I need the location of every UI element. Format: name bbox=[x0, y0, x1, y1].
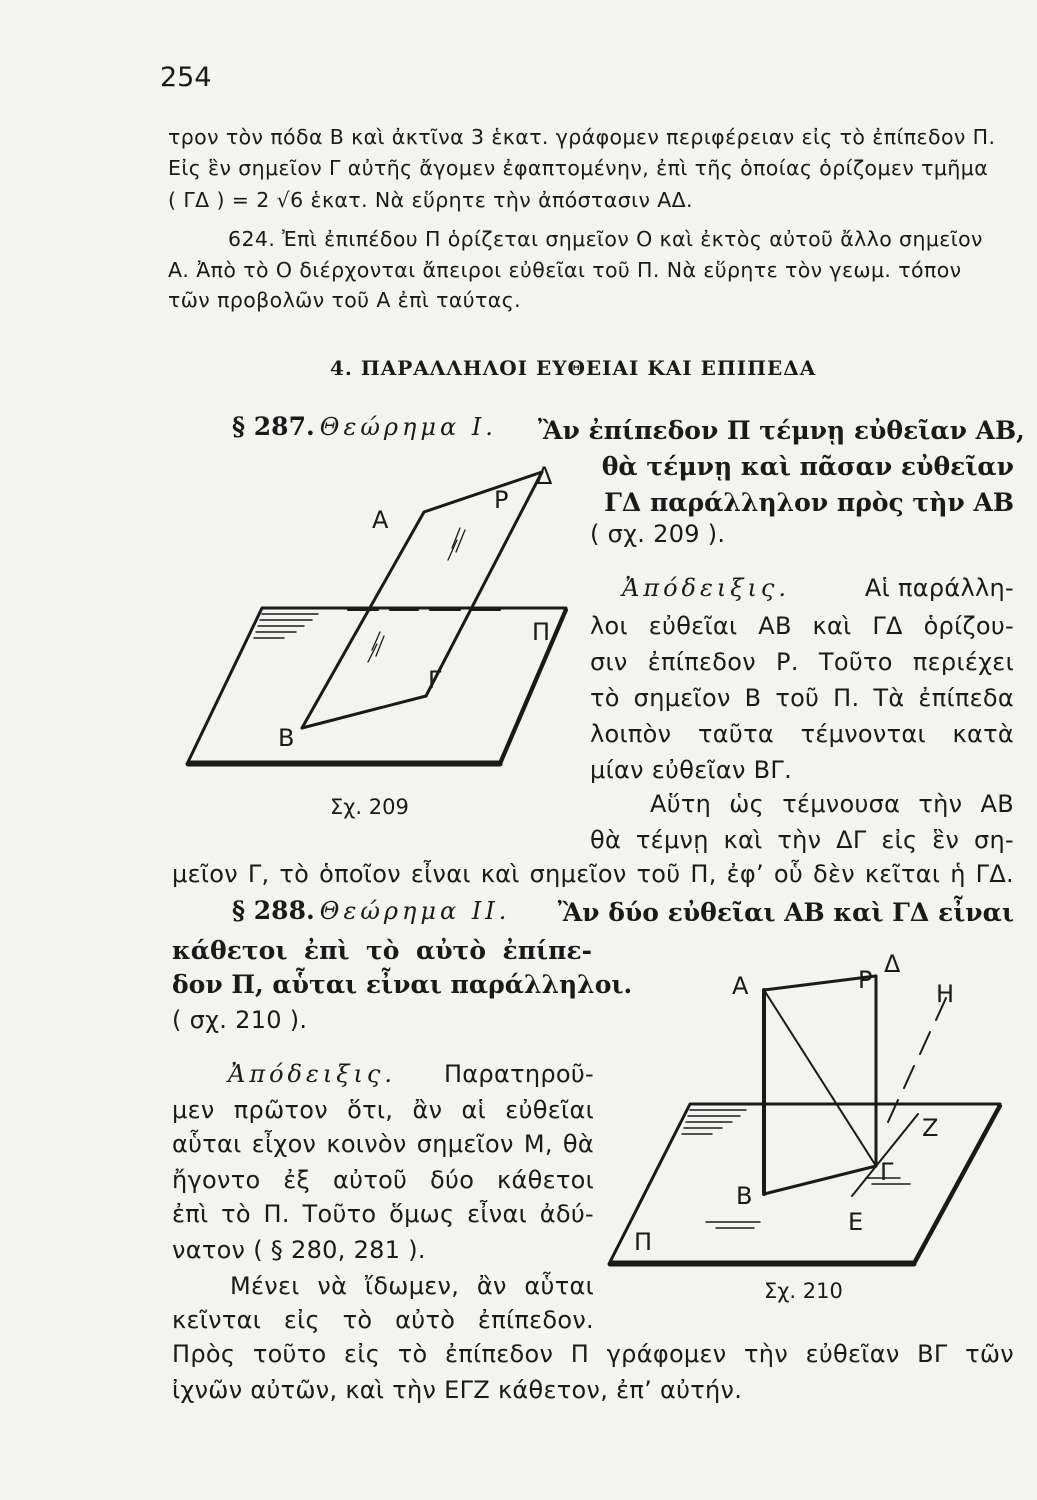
theorem-287-proof-line: μίαν εὐθεῖαν ΒΓ. bbox=[590, 756, 793, 784]
theorem-288-proof-line: Πρὸς τοῦτο εἰς τὸ ἐπίπεδον Π γράφομεν τὴν εὐθεῖαν ΒΓ τῶν bbox=[172, 1340, 1014, 1368]
theorem-287-ref: ( σχ. 209 ). bbox=[590, 520, 726, 548]
fig210-label-z: Ζ bbox=[922, 1114, 939, 1142]
theorem-287-proof-line: μεῖον Γ, τὸ ὁποῖον εἶναι καὶ σημεῖον τοῦ Π, ἐφ’ οὗ δὲν κεῖται ἡ ΓΔ. bbox=[172, 860, 1014, 888]
theorem-288-statement-1: Ἂν δύο εὐθεῖαι ΑΒ καὶ ΓΔ εἶναι bbox=[557, 898, 1014, 927]
theorem-288-proof-line: αὗται εἶχον κοινὸν σημεῖον Μ, θὰ bbox=[172, 1130, 594, 1158]
theorem-288-proof-line: κεῖνται εἰς τὸ αὐτὸ ἐπίπεδον. bbox=[172, 1306, 594, 1334]
theorem-288-proof-line: ἤγοντο ἐξ αὐτοῦ δύο κάθετοι bbox=[172, 1166, 594, 1194]
fig209-label-g: Γ bbox=[428, 666, 442, 694]
fig210-label-g: Γ bbox=[880, 1158, 894, 1186]
theorem-288-section: § 288. bbox=[232, 896, 315, 925]
theorem-288-proof-label: Ἀπόδειξις. bbox=[228, 1060, 396, 1088]
theorem-287-label: Θεώρημα I. bbox=[319, 413, 497, 441]
fig209-label-pi: Π bbox=[532, 618, 551, 646]
section-heading: 4. ΠΑΡΑΛΛΗΛΟΙ ΕΥΘΕΙΑΙ ΚΑΙ ΕΠΙΠΕΔΑ bbox=[330, 356, 817, 380]
fig210-label-p: Ρ bbox=[858, 966, 873, 994]
fig209-label-b: Β bbox=[278, 724, 295, 752]
fig210-label-e: Ε bbox=[848, 1208, 864, 1236]
fig209-caption: Σχ. 209 bbox=[330, 795, 409, 819]
theorem-288-proof-line: ἰχνῶν αὐτῶν, καὶ τὴν ΕΓΖ κάθετον, ἐπ’ αὐτήν. bbox=[172, 1376, 743, 1404]
exercise-624-line-1: 624. Ἐπὶ ἐπιπέδου Π ὁρίζεται σημεῖον Ο καὶ ἐκτὸς αὐτοῦ ἄλλο σημεῖον bbox=[228, 227, 983, 251]
page-number: 254 bbox=[160, 62, 212, 93]
theorem-287-proof-line: λοιπὸν ταῦτα τέμνονται κατὰ bbox=[590, 720, 1014, 748]
fig210-label-d: Δ bbox=[884, 950, 901, 978]
theorem-288-ref: ( σχ. 210 ). bbox=[172, 1006, 308, 1034]
fig210-label-pi: Π bbox=[634, 1228, 653, 1256]
theorem-288-statement-2: κάθετοι ἐπὶ τὸ αὐτὸ ἐπίπε- bbox=[172, 936, 592, 965]
line-bg bbox=[764, 1166, 876, 1194]
theorem-287-proof-1: Αἱ παράλλη- bbox=[864, 574, 1014, 602]
line-ag bbox=[764, 990, 876, 1166]
theorem-287-statement-3: ΓΔ παράλληλον πρὸς τὴν ΑΒ bbox=[604, 488, 1014, 517]
theorem-288-statement-3: δον Π, αὗται εἶναι παράλληλοι. bbox=[172, 970, 633, 999]
intro-line-1: τρον τὸν πόδα Β καὶ ἀκτῖνα 3 ἑκατ. γράφομεν περιφέρειαν εἰς τὸ ἐπίπεδον Π. bbox=[168, 125, 996, 149]
fig209-label-d: Δ bbox=[536, 462, 553, 490]
theorem-287-proof-line: θὰ τέμνῃ καὶ τὴν ΔΓ εἰς ἓν ση- bbox=[590, 826, 1014, 854]
fig210-caption: Σχ. 210 bbox=[764, 1279, 843, 1303]
fig209-label-a: Α bbox=[372, 506, 389, 534]
theorem-287-proof-label: Ἀπόδειξις. bbox=[622, 574, 790, 602]
theorem-288-proof-line: ἐπὶ τὸ Π. Τοῦτο ὅμως εἶναι ἀδύ- bbox=[172, 1200, 594, 1228]
fig209-label-p: Ρ bbox=[494, 486, 509, 514]
theorem-287-section: § 287. bbox=[232, 412, 315, 441]
theorem-287-proof-line: λοι εὐθεῖαι ΑΒ καὶ ΓΔ ὁρίζου- bbox=[590, 612, 1014, 640]
fig210-label-h: Η bbox=[936, 980, 955, 1008]
theorem-287-proof-line: τὸ σημεῖον Β τοῦ Π. Τὰ ἐπίπεδα bbox=[590, 684, 1014, 712]
theorem-288-proof-1: Παρατηροῦ- bbox=[443, 1060, 594, 1088]
theorem-287-proof-line: Αὕτη ὡς τέμνουσα τὴν ΑΒ bbox=[650, 790, 1014, 818]
theorem-288-proof-line: Μένει νὰ ἴδωμεν, ἂν αὗται bbox=[230, 1272, 594, 1300]
theorem-288-proof-line: μεν πρῶτον ὅτι, ἂν αἱ εὐθεῖαι bbox=[172, 1096, 594, 1124]
theorem-288-proof-line: νατον ( § 280, 281 ). bbox=[172, 1236, 426, 1264]
exercise-624-line-3: τῶν προβολῶν τοῦ Α ἐπὶ ταύτας. bbox=[168, 288, 522, 312]
exercise-624-line-2: Α. Ἀπὸ τὸ Ο διέρχονται ἄπειροι εὐθεῖαι τοῦ Π. Νὰ εὕρητε τὸν γεωμ. τόπον bbox=[168, 258, 962, 282]
fig210-label-a: Α bbox=[732, 972, 749, 1000]
intro-line-2: Εἰς ἓν σημεῖον Γ αὐτῆς ἄγομεν ἐφαπτομένην, ἐπὶ τῆς ὁποίας ὁρίζομεν τμῆμα bbox=[168, 156, 989, 180]
theorem-287-statement-2: θὰ τέμνῃ καὶ πᾶσαν εὐθεῖαν bbox=[601, 452, 1014, 481]
fig210-label-b: Β bbox=[736, 1182, 753, 1210]
theorem-287-proof-line: σιν ἐπίπεδον Ρ. Τοῦτο περιέχει bbox=[590, 648, 1014, 676]
intro-line-3: ( ΓΔ ) = 2 √6 ἑκατ. Νὰ εὕρητε τὴν ἀπόστασιν ΑΔ. bbox=[168, 188, 693, 212]
theorem-288-label: Θεώρημα II. bbox=[319, 897, 511, 925]
theorem-287-statement-1: Ἂν ἐπίπεδον Π τέμνῃ εὐθεῖαν ΑΒ, bbox=[538, 416, 1025, 445]
